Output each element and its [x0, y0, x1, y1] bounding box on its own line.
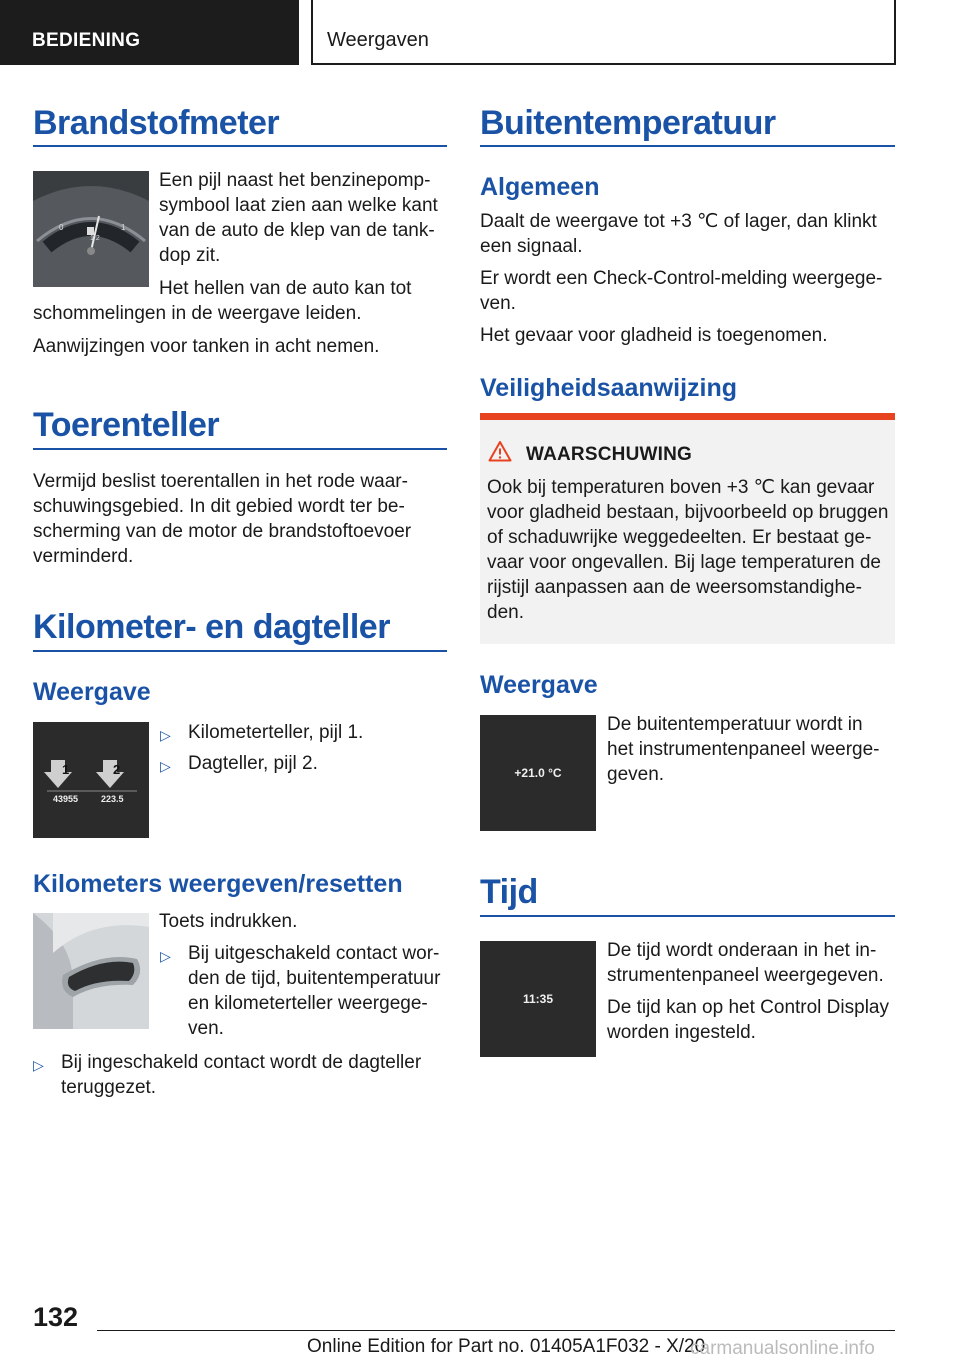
list-item: [160, 720, 450, 745]
clock-display-image: [480, 941, 596, 1057]
fuel-tilt-text-b: schommelingen in de weergave leiden.: [33, 303, 362, 324]
page-number: 132: [33, 1302, 79, 1332]
text-line: symbool laat zien aan welke kant: [159, 195, 438, 216]
text-line: ven.: [480, 293, 516, 314]
text-line: verminderd.: [33, 546, 134, 567]
list-item-text: Dagteller, pijl 2.: [188, 753, 318, 774]
ice-risk-text: Het gevaar voor gladheid is toegenomen.: [480, 325, 828, 346]
list-item: [160, 941, 450, 1041]
triangle-bullet-icon: ▷: [160, 727, 171, 743]
text-line: voor gladheid bestaan, bijvoorbeeld op bruggen: [487, 502, 889, 523]
text-line: teruggezet.: [61, 1077, 157, 1098]
reset-subheading: Kilometers weergeven/resetten: [33, 870, 403, 898]
odometer-arrow-2-label: 2: [113, 762, 121, 777]
fuel-refuel-note: Aanwijzingen voor tanken in acht nemen.: [33, 336, 380, 357]
text-line: De tijd wordt onderaan in het in-: [607, 940, 877, 961]
text-line: dop zit.: [159, 245, 221, 266]
gauge-label-zero: 0: [59, 223, 64, 232]
text-line: het instrumentenpaneel weerge-: [607, 739, 880, 760]
watermark-site: carmanualsonline.info: [690, 1338, 875, 1359]
temperature-display-text: [607, 712, 880, 787]
list-item-text: [160, 941, 450, 1041]
text-line: Bij ingeschakeld contact wordt de dagteller: [61, 1052, 422, 1073]
fuel-gauge-image: [33, 171, 149, 287]
outside-temperature-heading: Buitentemperatuur: [480, 104, 776, 142]
heading-rule: [480, 145, 895, 147]
reset-instruction: Toets indrukken.: [159, 911, 298, 932]
text-line: den de tijd, buitentemperatuur: [188, 968, 441, 989]
odometer-heading: Kilometer- en dagteller: [33, 608, 390, 646]
text-line: worden ingesteld.: [607, 1022, 756, 1043]
temperature-display-value: +21.0 °C: [514, 766, 562, 780]
header-section-tab: [0, 0, 299, 65]
text-line: rijstijl aanpassen aan de weersomstandighe-: [487, 577, 862, 598]
fuel-tilt-text-a: Het hellen van de auto kan tot: [159, 278, 412, 299]
list-item: [160, 751, 450, 776]
time-display-text: [607, 938, 884, 988]
tachometer-heading: Toerenteller: [33, 406, 220, 444]
temperature-display-image: [480, 715, 596, 831]
heading-rule: [33, 650, 447, 652]
footer-rule: [97, 1330, 895, 1331]
text-line: geven.: [607, 764, 665, 785]
fuel-gauge-text: [159, 168, 438, 268]
fuel-gauge-heading: Brandstofmeter: [33, 104, 280, 142]
warning-triangle-icon: [488, 440, 512, 462]
text-line: een signaal.: [480, 236, 583, 257]
text-line: den.: [487, 602, 524, 623]
check-control-text: [480, 266, 882, 316]
text-line: De buitentemperatuur wordt in: [607, 714, 863, 735]
tachometer-text: [33, 469, 411, 569]
outside-display-subheading: Weergave: [480, 671, 598, 699]
warning-bar: [480, 413, 895, 420]
general-subheading: Algemeen: [480, 173, 600, 201]
text-line: en kilometerteller weergege-: [188, 993, 428, 1014]
triangle-bullet-icon: ▷: [160, 758, 171, 774]
text-line: ven.: [188, 1018, 224, 1039]
text-line: strumentenpaneel weergegeven.: [607, 965, 884, 986]
list-item-text: [33, 1050, 453, 1100]
heading-rule: [480, 915, 895, 917]
text-line: Een pijl naast het benzinepomp-: [159, 170, 431, 191]
heading-rule: [33, 448, 447, 450]
text-line: scherming van de motor de brandstoftoevoer: [33, 521, 412, 542]
gauge-label-one: 1: [121, 223, 126, 232]
time-setting-text: [607, 995, 889, 1045]
text-line: vaar voor ongevallen. Bij lage temperaturen de: [487, 552, 881, 573]
temperature-signal-text: [480, 209, 877, 259]
odometer-arrow-1-label: 1: [62, 762, 70, 777]
header-chapter-tab: [311, 0, 896, 65]
header-section-label: BEDIENING: [32, 30, 141, 51]
text-line: Er wordt een Check-Control-melding weergege-: [480, 268, 883, 289]
warning-title: WAARSCHUWING: [526, 444, 692, 465]
warning-text: [487, 475, 888, 625]
text-line: of schaduwrijke weggedeelten. Er bestaat ge-: [487, 527, 872, 548]
header-chapter-label: Weergaven: [327, 29, 429, 51]
heading-rule: [33, 145, 447, 147]
odometer-display-subheading: Weergave: [33, 678, 151, 706]
text-line: Bij uitgeschakeld contact wor-: [188, 943, 440, 964]
text-line: van de auto de klep van de tank-: [159, 220, 435, 241]
text-line: De tijd kan op het Control Display: [607, 997, 889, 1018]
gauge-label-half: 1/2: [90, 235, 100, 242]
triangle-bullet-icon: ▷: [160, 948, 171, 964]
time-heading: Tijd: [480, 873, 538, 911]
text-line: Vermijd beslist toerentallen in het rode waar-: [33, 471, 408, 492]
edition-text: Online Edition for Part no. 01405A1F032 - X/20: [307, 1336, 706, 1357]
list-item-text: Kilometerteller, pijl 1.: [188, 722, 364, 743]
text-line: Ook bij temperaturen boven +3 ℃ kan gevaar: [487, 477, 875, 498]
text-line: Daalt de weergave tot +3 ℃ of lager, dan klinkt: [480, 211, 877, 232]
safety-notice-subheading: Veiligheidsaanwijzing: [480, 374, 738, 402]
text-line: schuwingsgebied. In dit gebied wordt ter be-: [33, 496, 405, 517]
triangle-bullet-icon: ▷: [33, 1057, 44, 1073]
odometer-trip-value: 223.5: [101, 794, 124, 804]
reset-button-image: [33, 913, 149, 1029]
clock-display-value: 11:35: [522, 992, 554, 1006]
list-item: [33, 1050, 453, 1100]
odometer-image: [33, 722, 149, 838]
odometer-total-value: 43955: [53, 794, 79, 804]
